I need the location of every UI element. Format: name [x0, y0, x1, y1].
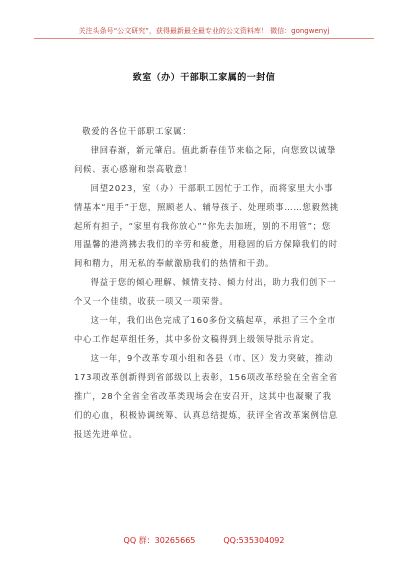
paragraph-3: 得益于您的倾心理解、倾情支持、倾力付出，助力我们创下一个又一个佳绩，收获一项又一项荣誉。	[74, 277, 337, 307]
promo-banner: 关注头条号“公文研究”，获得最新最全最专业的公文资料库！ 微信：gongwenyj	[78, 27, 330, 35]
header-divider	[34, 38, 374, 39]
letter-body	[74, 122, 339, 443]
paragraph-5: 这一年，9个改革专项小组和各县（市、区）发力突破，推动173项改革创新得到省部级以上表彰，156项改革经验在全省全省推广，28个全省全省改革类现场会在安召开，这其中也凝聚了我们的心血，积极协调统筹、认真总结提炼，获评全省改革案例信息报送先进单位。	[74, 352, 338, 439]
qq-label: QQ:535304092	[223, 536, 285, 545]
paragraph-4: 这一年，我们出色完成了160多份文稿起草，承担了三个全市中心工作起草组任务，其中多份文稿得到上级领导批示肯定。	[74, 315, 337, 344]
salutation: 敬爱的各位干部职工家属：	[82, 126, 192, 136]
paragraph-2: 回望2023，室（办）干部职工因忙于工作，而将家里大小事情基本“甩手”于您，照顾老人、辅导孩子、处理琐事……您毅然挑起所有担子，“家里有我你放心”“你先去加班，别的不用管”；您用温馨的港湾拂去我们的辛劳和疲惫，用稳固的后方保障我们的时间和精力，用无私的奉献激励我们的热情和干劲。	[74, 182, 339, 269]
document-title: 致室（办）干部职工家属的一封信	[132, 73, 276, 83]
paragraph-1: 律回春渐，新元肇启。值此新春佳节来临之际，向您致以诚挚问候、衷心感谢和崇高敬意！	[74, 144, 337, 174]
qq-group-label: QQ 群：30265665	[123, 536, 196, 545]
footer-contacts	[0, 535, 408, 546]
